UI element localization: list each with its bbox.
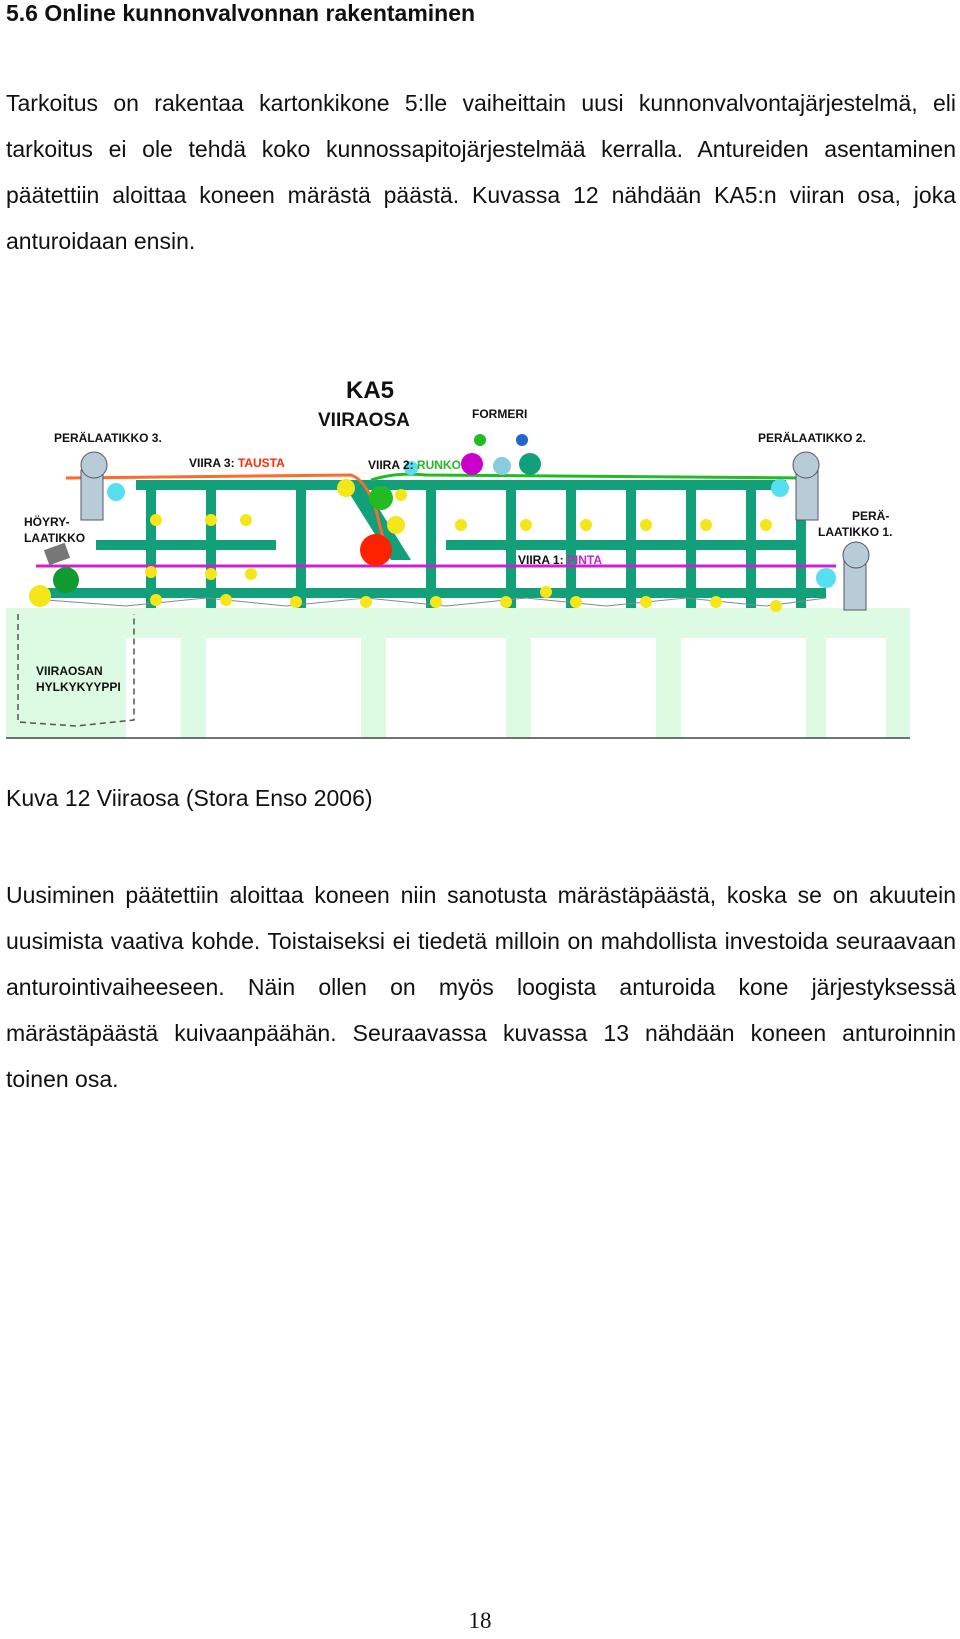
figure-subtitle: VIIRAOSA (318, 410, 410, 431)
headbox-2 (793, 452, 819, 520)
label-hoyrylaatikko-line1: HÖYRY- (24, 515, 70, 529)
label-peralaatikko-1-line2: LAATIKKO 1. (818, 525, 893, 539)
figure-title: KA5 (346, 377, 395, 404)
roll (474, 434, 486, 446)
label-hylkykyyppi-line1: VIIRAOSAN (36, 664, 103, 678)
floor-gap (206, 638, 361, 738)
roll (29, 585, 51, 607)
floor-gap (681, 638, 806, 738)
label-peralaatikko-3: PERÄLAATIKKO 3. (54, 431, 162, 445)
roll (53, 567, 79, 593)
roll (107, 483, 125, 501)
label-viira3: VIIRA 3: TAUSTA (189, 456, 285, 470)
floor-gap (386, 638, 506, 738)
roll (337, 479, 355, 497)
figure-caption: Kuva 12 Viiraosa (Stora Enso 2006) (6, 785, 373, 811)
label-viira1: VIIRA 1: PINTA (518, 553, 603, 567)
steam-box (44, 543, 70, 566)
headbox-1 (843, 542, 869, 610)
roll (360, 534, 392, 566)
upper-beam (136, 480, 786, 490)
label-viira2: VIIRA 2: RUNKO (368, 458, 461, 472)
roll (461, 453, 483, 475)
roll (519, 453, 541, 475)
figure-ka5-wire-section (6, 360, 950, 772)
roll (816, 568, 836, 588)
roll (369, 486, 393, 510)
roll (516, 434, 528, 446)
headbox-3 (81, 452, 107, 520)
floor-gap (826, 638, 886, 738)
wire-runko (371, 474, 806, 480)
roll (493, 457, 511, 475)
label-hoyrylaatikko-line2: LAATIKKO (24, 531, 86, 545)
paragraph-intro: Tarkoitus on rakentaa kartonkikone 5:lle vaiheittain uusi kunnonvalvontajärjestelmä, eli tarkoitus ei ole tehdä koko kunnossapitojärjestelmää kerralla. Antureiden asentaminen päätettiin aloittaa koneen märästä päästä. Kuvassa 12 nähdään KA5:n viiran osa, joka anturoidaan ensin. (6, 90, 956, 254)
section-heading: 5.6 Online kunnonvalvonnan rakentaminen (6, 0, 476, 26)
mid-beam (96, 540, 276, 550)
paragraph-followup: Uusiminen päätettiin aloittaa koneen niin sanotusta märästäpäästä, koska se on akuutein uusimista vaativa kohde. Toistaiseksi ei tiedetä milloin on mahdollista investoida seuraavaan anturointivaiheeseen. Näin ollen on myös loogista anturoida kone järjestyksessä märästäpäästä kuivaanpäähän. Seuraavassa kuvassa 13 nähdään koneen anturoinnin toinen osa. (6, 882, 956, 1092)
label-peralaatikko-2: PERÄLAATIKKO 2. (758, 431, 866, 445)
floor-gap (531, 638, 656, 738)
label-hylkykyyppi-line2: HYLKYKYYPPI (36, 680, 121, 694)
label-peralaatikko-1-line1: PERÄ- (852, 509, 890, 523)
label-formeri: FORMERI (472, 407, 528, 421)
roll (395, 489, 407, 501)
roll (771, 479, 789, 497)
roll (387, 516, 405, 534)
page-number: 18 (468, 1608, 492, 1633)
